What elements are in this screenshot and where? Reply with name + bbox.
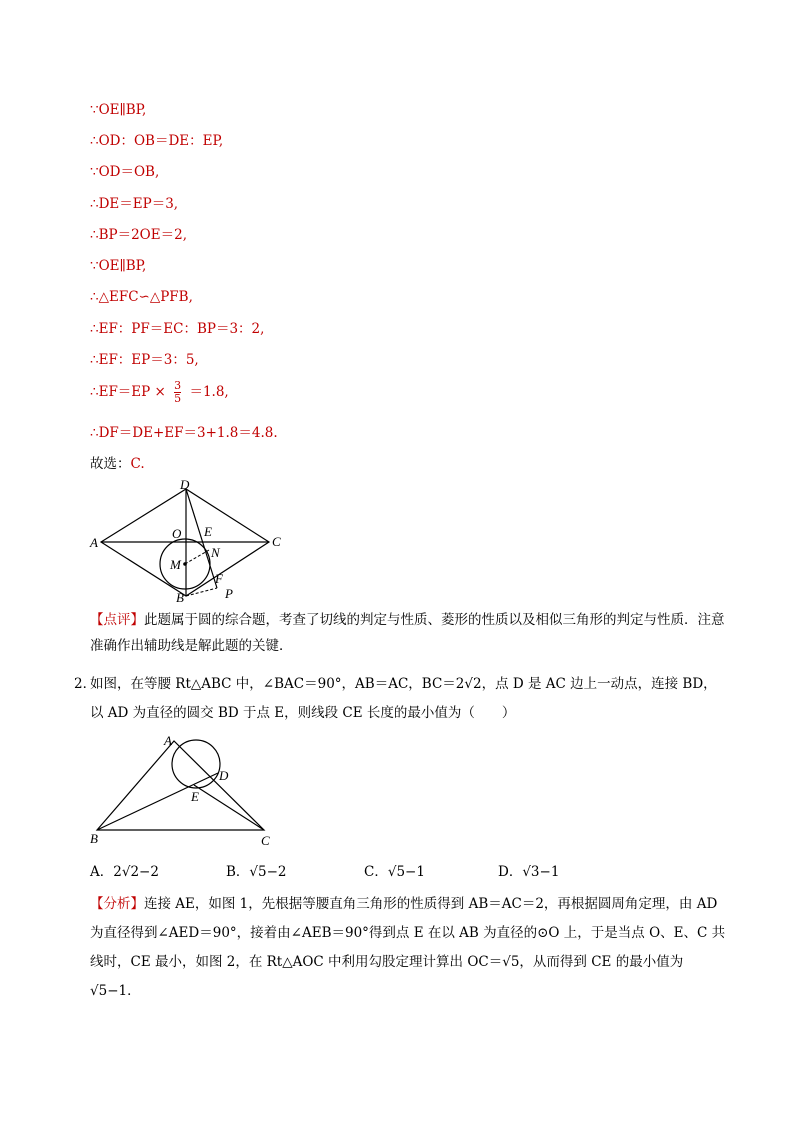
- comment-tag: 【点评】: [90, 612, 144, 628]
- ef-suffix: ＝1.8,: [189, 384, 229, 400]
- label-E: E: [191, 789, 199, 804]
- label-D: D: [219, 768, 229, 783]
- analysis-paragraph: [90, 890, 730, 1006]
- solution-line: ∵OE∥BP,: [90, 258, 147, 274]
- label-D: D: [180, 478, 190, 492]
- fraction-numerator: 3: [174, 379, 182, 392]
- choice-value: √5−2: [249, 864, 287, 880]
- ef-equation: [90, 380, 229, 405]
- choice-value: √5−1: [387, 864, 425, 880]
- choice-label: D．: [498, 864, 523, 880]
- solution-line: ∴DF＝DE+EF＝3+1.8＝4.8.: [90, 425, 278, 441]
- label-C: C: [272, 534, 281, 549]
- solution-line: ∵OD＝OB,: [90, 164, 160, 180]
- ef-prefix: ∴EF＝EP ×: [90, 384, 166, 400]
- solution-line: ∴BP＝2OE＝2,: [90, 227, 187, 243]
- analysis-tag: 【分析】: [90, 896, 144, 912]
- label-C: C: [261, 833, 270, 848]
- fraction-denominator: 5: [174, 392, 182, 405]
- comment-paragraph: [90, 607, 730, 659]
- answer-line: [90, 455, 145, 473]
- choice-d: [498, 860, 559, 880]
- solution-line: ∵OE∥BP,: [90, 102, 147, 118]
- label-A: A: [90, 535, 98, 550]
- label-E: E: [204, 524, 212, 539]
- choice-value: √3−1: [522, 864, 560, 880]
- question-text-line1: 如图，在等腰 Rt△ABC 中，∠BAC＝90°，AB＝AC，BC＝2√2，点 D 是 AC 边上一动点，连接 BD，: [90, 676, 717, 692]
- choice-label: A．: [90, 864, 114, 880]
- label-M: M: [170, 557, 181, 572]
- label-O: O: [172, 526, 182, 541]
- solution-line: ∴EF：EP＝3：5,: [90, 352, 199, 368]
- solution-line: ∴EF：PF＝EC：BP＝3：2,: [90, 321, 265, 337]
- choice-label: C．: [364, 864, 388, 880]
- question-number: 2．: [74, 676, 97, 692]
- analysis-text: 连接 AE，如图 1，先根据等腰直角三角形的性质得到 AB＝AC＝2，再根据圆周角定理，由 AD 为直径得到∠AED＝90°，接着由∠AEB＝90°得到点 E 在以 AB 为直径的⊙O 上，于是当点 O、E、C 共线时，CE 最小，如图 2，在 Rt△AOC 中利用勾股定理计算出 OC＝√5，从而得到 CE 的最小值为√5−1．: [90, 896, 726, 999]
- figure-triangle: [86, 732, 276, 850]
- choice-b: [226, 860, 287, 880]
- label-B: B: [90, 831, 98, 846]
- choice-c: [364, 860, 425, 880]
- label-B: B: [176, 590, 184, 602]
- solution-line: ∴△EFC∽△PFB,: [90, 289, 193, 305]
- figure-rhombus: [86, 478, 296, 602]
- choice-a: [90, 860, 159, 880]
- label-P: P: [225, 586, 233, 601]
- label-F: F: [215, 571, 223, 586]
- choice-label: B．: [226, 864, 250, 880]
- label-A: A: [164, 733, 172, 748]
- question-text-line2: 以 AD 为直径的圆交 BD 于点 E，则线段 CE 长度的最小值为（ ）: [90, 705, 516, 721]
- solution-line: ∴DE＝EP＝3,: [90, 196, 179, 212]
- answer-value: C.: [130, 456, 145, 472]
- fraction: [174, 380, 181, 405]
- solution-line: ∴OD：OB＝DE：EP,: [90, 133, 224, 149]
- comment-text: 此题属于圆的综合题，考查了切线的判定与性质、菱形的性质以及相似三角形的判定与性质．注意准确作出辅助线是解此题的关键．: [90, 612, 725, 654]
- label-N: N: [211, 545, 220, 560]
- answer-label: 故选：: [90, 456, 131, 472]
- choice-value: 2√2−2: [113, 864, 159, 880]
